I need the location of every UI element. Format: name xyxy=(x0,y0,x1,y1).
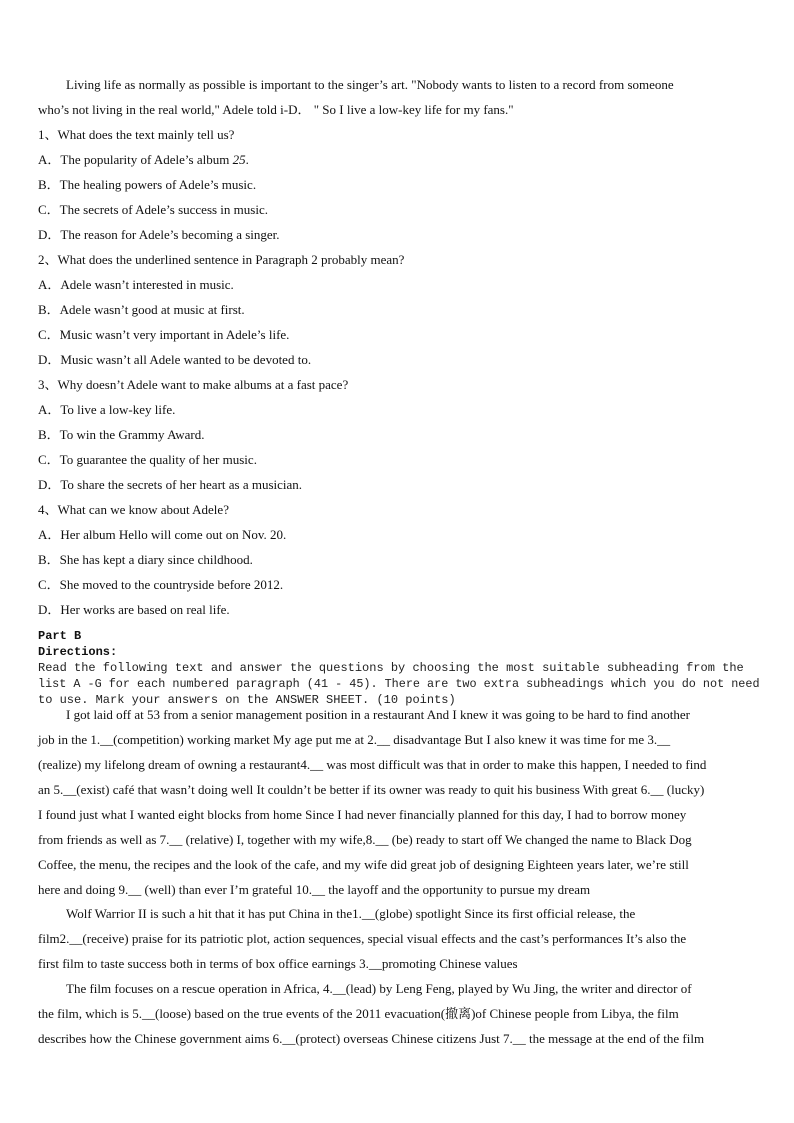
passage-b-line-6: from friends as well as 7.__ (relative) I, together with my wife,8.__ (be) ready to start off We changed the name to Black Dog xyxy=(38,832,692,847)
passage-b-line-5: I found just what I wanted eight blocks from home Since I had never financially planned for this day, I had to borrow money xyxy=(38,807,687,822)
passage-b-line-7: Coffee, the menu, the recipes and the look of the cafe, and my wife did great job of designing Eighteen years later, we’re still xyxy=(38,857,689,872)
question-4-option-b[interactable]: B．She has kept a diary since childhood. xyxy=(38,552,253,567)
passage-b-line-1: I got laid off at 53 from a senior management position in a restaurant And I knew it was going to be hard to find another xyxy=(66,707,690,722)
directions-line-1: Read the following text and answer the questions by choosing the most suitable subheading from the xyxy=(38,661,744,675)
question-2-option-c[interactable]: C．Music wasn’t very important in Adele’s life. xyxy=(38,327,290,342)
part-b-title: Part B xyxy=(38,629,82,643)
album-title: 25 xyxy=(232,152,246,167)
question-4-option-a[interactable]: A．Her album Hello will come out on Nov. 20. xyxy=(38,527,287,542)
passage-b-line-8: here and doing 9.__ (well) than ever I’m grateful 10.__ the layoff and the opportunity to pursue my dream xyxy=(38,882,591,897)
question-3-option-b[interactable]: B．To win the Grammy Award. xyxy=(38,427,205,442)
passage-b-line-2: job in the 1.__(competition) working market My age put me at 2.__ disadvantage But I also knew it was time for me 3.__ xyxy=(38,732,671,747)
question-2-option-d[interactable]: D．Music wasn’t all Adele wanted to be devoted to. xyxy=(38,352,312,367)
directions-label: Directions: xyxy=(38,645,118,659)
question-4-option-c[interactable]: C．She moved to the countryside before 2012. xyxy=(38,577,284,592)
passage-b-line-3: (realize) my lifelong dream of owning a restaurant4.__ was most difficult was that in order to make this happen, I needed to find xyxy=(38,757,707,772)
passage-d-line-2: the film, which is 5.__(loose) based on the true events of the 2011 evacuation(撤离)of Chinese people from Libya, the film xyxy=(38,1006,679,1021)
question-1-option-b[interactable]: B．The healing powers of Adele’s music. xyxy=(38,177,257,192)
passage-d-line-1: The film focuses on a rescue operation in Africa, 4.__(lead) by Leng Feng, played by Wu Jing, the writer and director of xyxy=(66,981,692,996)
question-2-option-a[interactable]: A．Adele wasn’t interested in music. xyxy=(38,277,234,292)
question-3-stem: 3、Why doesn’t Adele want to make albums at a fast pace? xyxy=(38,377,349,392)
question-4-stem: 4、What can we know about Adele? xyxy=(38,502,229,517)
option-a-text: A．The popularity of Adele’s album xyxy=(38,152,233,167)
passage-c-line-3: first film to taste success both in terms of box office earnings 3.__promoting Chinese values xyxy=(38,956,518,971)
passage-a-line-2: who’s not living in the real world," Adele told i-D． " So I live a low-key life for my fans." xyxy=(38,102,514,117)
question-1-option-d[interactable]: D．The reason for Adele’s becoming a singer. xyxy=(38,227,280,242)
question-1-option-c[interactable]: C．The secrets of Adele’s success in music. xyxy=(38,202,268,217)
question-3-option-a[interactable]: A．To live a low-key life. xyxy=(38,402,176,417)
question-3-option-c[interactable]: C．To guarantee the quality of her music. xyxy=(38,452,257,467)
question-4-option-d[interactable]: D．Her works are based on real life. xyxy=(38,602,230,617)
option-a-tail: . xyxy=(245,152,249,167)
directions-line-3: to use. Mark your answers on the ANSWER SHEET. (10 points) xyxy=(38,693,456,707)
question-2-option-b[interactable]: B．Adele wasn’t good at music at first. xyxy=(38,302,245,317)
passage-b-line-4: an 5.__(exist) café that wasn’t doing well It couldn’t be better if its owner was ready to quit his business With great 6.__ (lucky) xyxy=(38,782,705,797)
passage-c-line-1: Wolf Warrior II is such a hit that it has put China in the1.__(globe) spotlight Since its first official release, the xyxy=(66,906,636,921)
question-1-stem: 1、What does the text mainly tell us? xyxy=(38,127,235,142)
passage-c-line-2: film2.__(receive) praise for its patriotic plot, action sequences, special visual effects and the cast’s performances It’s also the xyxy=(38,931,687,946)
question-2-stem: 2、What does the underlined sentence in Paragraph 2 probably mean? xyxy=(38,252,405,267)
passage-d-line-3: describes how the Chinese government aims 6.__(protect) overseas Chinese citizens Just 7.__ the message at the end of the film xyxy=(38,1031,705,1046)
directions-line-2: list A -G for each numbered paragraph (41 - 45). There are two extra subheadings which you do not need xyxy=(38,677,760,691)
question-3-option-d[interactable]: D．To share the secrets of her heart as a musician. xyxy=(38,477,303,492)
passage-a-line-1: Living life as normally as possible is important to the singer’s art. "Nobody wants to listen to a record from someone xyxy=(66,77,674,92)
question-1-option-a[interactable] xyxy=(38,152,249,168)
